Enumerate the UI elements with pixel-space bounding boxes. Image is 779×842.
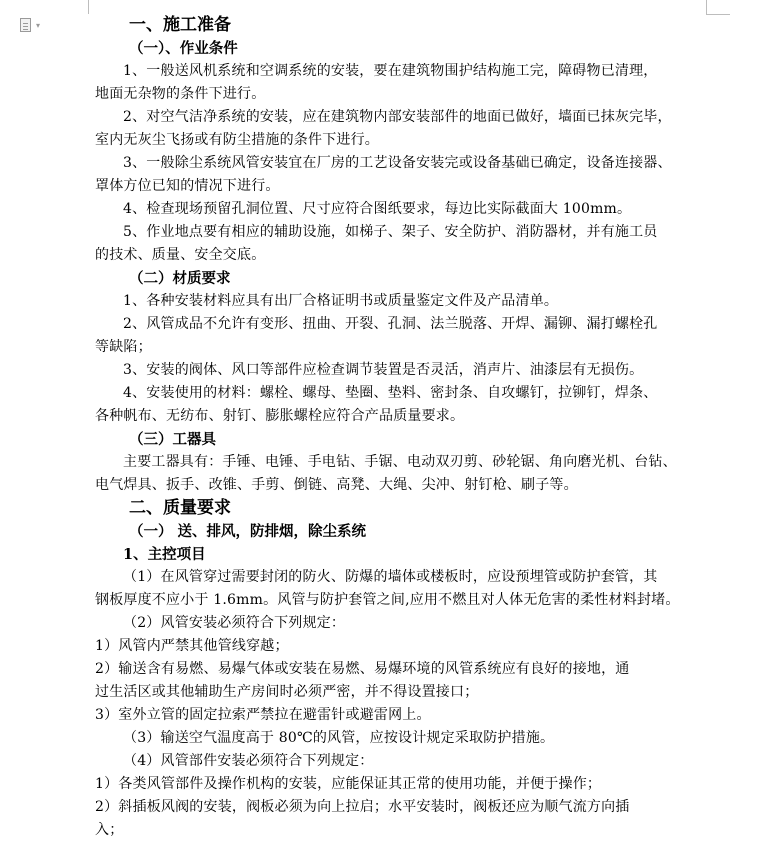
- paragraph-line: 2、风管成品不允许有变形、扭曲、开裂、孔洞、法兰脱落、开焊、漏铆、漏打螺栓孔: [123, 316, 658, 332]
- paragraph-line: 3、一般除尘系统风管安装宜在厂房的工艺设备安装完或设备基础已确定，设备连接器、: [123, 155, 672, 171]
- paragraph-line: 电气焊具、扳手、改锥、手剪、倒链、高凳、大绳、尖冲、射钉枪、刷子等。: [95, 477, 578, 493]
- section-heading: 二、质量要求: [129, 498, 231, 518]
- paragraph-line: 地面无杂物的条件下进行。: [95, 86, 266, 102]
- paragraph-line: 1、各种安装材料应具有出厂合格证明书或质量鉴定文件及产品清单。: [123, 293, 559, 309]
- paragraph-line: 室内无灰尘飞扬或有防尘措施的条件下进行。: [95, 132, 379, 148]
- paragraph-line: 5、作业地点要有相应的辅助设施，如梯子、架子、安全防护、消防器材，并有施工员: [123, 224, 658, 240]
- subsection-heading: （三）工器具: [129, 431, 216, 448]
- paragraph-line: 主要工器具有：手锤、电锤、手电钻、手锯、电动双刃剪、砂轮锯、角向磨光机、台钻、: [123, 454, 677, 470]
- margin-corner-top-left: [88, 0, 89, 14]
- paragraph-line: （1）在风管穿过需要封闭的防火、防爆的墙体或楼板时，应设预埋管或防护套管，其: [123, 569, 658, 585]
- paragraph-line: 3）室外立管的固定拉索严禁拉在避雷针或避雷网上。: [95, 707, 431, 723]
- paragraph-line: 1）各类风管部件及操作机构的安装，应能保证其正常的使用功能，并便于操作；: [95, 776, 602, 792]
- paragraph-line: 2）斜插板风阀的安装，阀板必须为向上拉启；水平安装时，阀板还应为顺气流方向插: [95, 799, 630, 815]
- paragraph-line: 入；: [95, 822, 124, 838]
- paragraph-line: （4）风管部件安装必须符合下列规定：: [123, 753, 374, 769]
- paragraph-line: 过生活区或其他辅助生产房间时必须严密，并不得设置接口；: [95, 684, 479, 700]
- paragraph-line: （3）输送空气温度高于 80℃的风管，应按设计规定采取防护措施。: [123, 730, 555, 746]
- paragraph-line: 钢板厚度不应小于 1.6mm。风管与防护套管之间,应用不燃且对人体无危害的柔性材料封堵。: [95, 592, 680, 608]
- paragraph-line: 3、安装的阀体、风口等部件应检查调节装置是否灵活，消声片、油漆层有无损伤。: [123, 362, 644, 378]
- subsection-heading: （一） 送、排风，防排烟，除尘系统: [129, 523, 367, 540]
- margin-corner-top-right-h: [706, 14, 730, 15]
- section-heading: 一、施工准备: [129, 15, 231, 35]
- paragraph-line: 罩体方位已知的情况下进行。: [95, 178, 280, 194]
- margin-corner-top-right: [706, 0, 707, 14]
- paragraph-line: （2）风管安装必须符合下列规定：: [123, 615, 346, 631]
- subsection-heading: （二）材质要求: [129, 270, 231, 287]
- chevron-down-icon[interactable]: ▾: [36, 21, 41, 30]
- subsection-heading: （一）、作业条件: [129, 40, 238, 57]
- document-body: [95, 14, 707, 842]
- paragraph-line: 4、检查现场预留孔洞位置、尺寸应符合图纸要求，每边比实际截面大 100mm。: [123, 201, 632, 217]
- paragraph-line: 等缺陷；: [95, 339, 152, 355]
- paragraph-line: 4、安装使用的材料：螺栓、螺母、垫圈、垫料、密封条、自攻螺钉，拉铆钉，焊条、: [123, 385, 658, 401]
- paragraph-line: 的技术、质量、安全交底。: [95, 247, 266, 263]
- paragraph-line: 1）风管内严禁其他管线穿越；: [95, 638, 289, 654]
- paragraph-line: 2）输送含有易燃、易爆气体或安装在易燃、易爆环境的风管系统应有良好的接地，通: [95, 661, 630, 677]
- document-icon[interactable]: [20, 18, 31, 32]
- paragraph-line: 2、对空气洁净系统的安装，应在建筑物内部安装部件的地面已做好，墙面已抹灰完毕，: [123, 109, 672, 125]
- paragraph-line: 1、一般送风机系统和空调系统的安装，要在建筑物围护结构施工完，障碍物已清理，: [123, 63, 658, 79]
- paragraph-line: 各种帆布、无纺布、射钉、膨胀螺栓应符合产品质量要求。: [95, 408, 465, 424]
- subsection-heading: 1、主控项目: [123, 546, 206, 563]
